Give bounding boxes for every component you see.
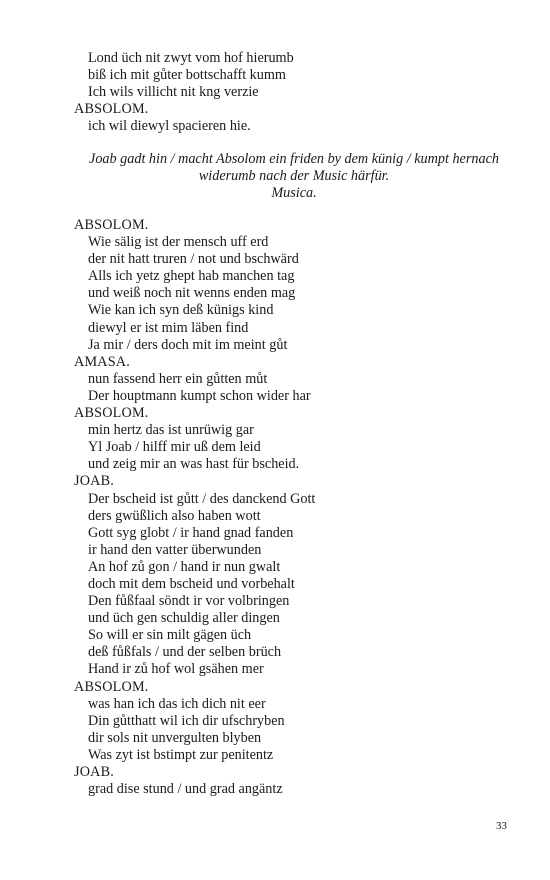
verse-line: diewyl er ist mim läben find: [88, 319, 249, 336]
verse-line: So will er sin milt gägen üch: [88, 627, 252, 644]
verse-line: Hand ir zů hof wol gsähen mer: [88, 661, 264, 678]
verse-block-main: [74, 217, 514, 798]
verse-line: Yl Joab / hilff mir uß dem leid: [88, 439, 261, 456]
verse-line: Den fůßfaal söndt ir vor volbringen: [88, 593, 290, 610]
stage-direction-line: Joab gadt hin / macht Absolom ein friden by dem künig / kumpt hernach: [89, 151, 499, 167]
verse-line: und zeig mir an was hast für bscheid.: [88, 456, 300, 473]
verse-line: Der bscheid ist gůtt / des danckend Gott: [88, 490, 316, 507]
speaker-name: AMASA.: [74, 353, 130, 370]
verse-line: doch mit dem bscheid und vorbehalt: [88, 575, 295, 592]
speaker-name: ABSOLOM.: [74, 678, 149, 695]
verse-line: Was zyt ist bstimpt zur penitentz: [88, 746, 274, 763]
verse-line: grad dise stund / und grad angäntz: [88, 781, 283, 798]
speaker-name: JOAB.: [74, 473, 115, 490]
speaker-name: ABSOLOM.: [74, 101, 149, 118]
verse-line: was han ich das ich dich nit eer: [88, 695, 266, 712]
verse-line: Alls ich yetz ghept hab manchen tag: [88, 268, 295, 285]
speaker-name: ABSOLOM.: [74, 405, 149, 422]
verse-line: ders gwüßlich also haben wott: [88, 507, 261, 524]
stage-direction-music: Musica.: [271, 185, 317, 202]
verse-line: der nit hatt truren / not und bschwärd: [88, 251, 299, 268]
stage-direction: [74, 151, 514, 202]
verse-line: und üch gen schuldig aller dingen: [88, 610, 280, 627]
page-number: 33: [496, 820, 507, 832]
verse-line: Wie sälig ist der mensch uff erd: [88, 234, 269, 251]
verse-line: deß fůßfals / und der selben brüch: [88, 644, 282, 661]
verse-line: Ja mir / ders doch mit im meint gůt: [88, 336, 288, 353]
verse-line: Gott syg globt / ir hand gnad fanden: [88, 524, 294, 541]
verse-line: Ich wils villicht nit kng verzie: [88, 84, 259, 101]
verse-line: Wie kan ich syn deß künigs kind: [88, 302, 274, 319]
verse-line: An hof zů gon / hand ir nun gwalt: [88, 558, 281, 575]
speaker-name: ABSOLOM.: [74, 217, 149, 233]
verse-line: nun fassend herr ein gůtten můt: [88, 370, 268, 387]
verse-line: Der houptmann kumpt schon wider har: [88, 387, 311, 404]
verse-line: ir hand den vatter überwunden: [88, 541, 262, 558]
verse-line: und weiß noch nit wenns enden mag: [88, 285, 296, 302]
verse-line: Lond üch nit zwyt vom hof hierumb: [88, 50, 294, 66]
verse-line: dir sols nit unvergulten blyben: [88, 729, 262, 746]
stage-direction-line: widerumb nach der Music härfür.: [198, 168, 390, 185]
verse-line: Din gůtthatt wil ich dir ufschryben: [88, 712, 285, 729]
verse-line: biß ich mit gůter bottschafft kumm: [88, 67, 286, 84]
verse-block-top: [74, 50, 514, 135]
verse-line: ich wil diewyl spacieren hie.: [88, 118, 251, 135]
verse-line: min hertz das ist unrüwig gar: [88, 422, 254, 439]
speaker-name: JOAB.: [74, 764, 115, 780]
